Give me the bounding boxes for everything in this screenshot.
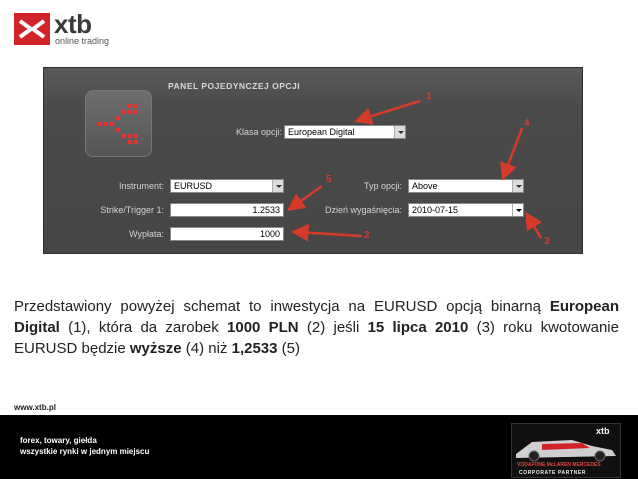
option-type-label: Typ opcji:	[363, 181, 402, 191]
option-class-value: European Digital	[288, 127, 355, 137]
chevron-down-icon[interactable]	[394, 126, 405, 138]
website-link[interactable]: www.xtb.pl	[14, 403, 56, 412]
option-panel-icon	[85, 90, 152, 157]
partner-line-1: VODAFONE McLAREN MERCEDES	[517, 462, 601, 468]
expiry-value: 2010-07-15	[412, 205, 459, 215]
option-panel	[43, 67, 583, 254]
desc-direction: wyższe	[129, 340, 182, 357]
xtb-logo-mark	[14, 13, 50, 45]
expiry-label: Dzień wygaśnięcia:	[324, 205, 402, 215]
footer-tagline	[20, 435, 149, 457]
desc-text: (5)	[277, 340, 300, 357]
option-type-select[interactable]	[408, 179, 524, 193]
arrow-4	[504, 128, 522, 176]
calendar-dropdown-icon[interactable]	[512, 204, 523, 216]
instrument-value: EURUSD	[174, 181, 213, 191]
desc-text: Przedstawiony powyżej schemat to inwestycja na EURUSD opcją binarną	[14, 298, 550, 315]
footer-line-2: wszystkie rynki w jednym miejscu	[20, 447, 150, 456]
chevron-down-icon[interactable]	[512, 180, 523, 192]
desc-text: (1), która da zarobek	[59, 319, 228, 336]
description-text	[14, 296, 619, 359]
payout-input[interactable]: 1000	[170, 227, 284, 241]
annotation-1: 1	[426, 91, 432, 102]
footer-line-1: forex, towary, giełda	[20, 436, 97, 445]
desc-text: (4) niż	[181, 340, 232, 357]
partner-line-2: CORPORATE PARTNER	[519, 470, 586, 476]
xtb-logo	[14, 9, 124, 47]
expiry-date-picker[interactable]	[408, 203, 524, 217]
footer	[0, 415, 638, 479]
annotation-5: 5	[326, 174, 332, 185]
annotation-2: 2	[364, 230, 370, 241]
logo-name: xtb	[54, 9, 92, 39]
desc-option-class: European Digital	[14, 298, 619, 336]
desc-strike: 1,2533	[231, 340, 278, 357]
option-class-select[interactable]	[284, 125, 406, 139]
instrument-select[interactable]	[170, 179, 284, 193]
partner-xtb-logo: xtb	[596, 426, 610, 436]
desc-expiry: 15 lipca 2010	[367, 319, 469, 336]
payout-label: Wypłata:	[129, 229, 164, 239]
annotation-4: 4	[524, 118, 530, 129]
option-type-value: Above	[412, 181, 438, 191]
arrow-3	[528, 216, 541, 238]
desc-payout: 1000 PLN	[227, 319, 299, 336]
arrow-1	[359, 101, 420, 120]
option-class-label: Klasa opcji:	[235, 127, 282, 137]
strike-input[interactable]: 1.2533	[170, 203, 284, 217]
strike-label: Strike/Trigger 1:	[100, 205, 164, 215]
logo-tagline: online trading	[55, 36, 110, 46]
annotation-3: 3	[544, 236, 550, 247]
panel-title: PANEL POJEDYNCZEJ OPCJI	[168, 81, 301, 91]
instrument-label: Instrument:	[118, 181, 164, 191]
desc-text: (3) roku kwotowanie EURUSD będzie	[14, 319, 619, 357]
arrow-2	[296, 232, 362, 236]
desc-text: (2) jeśli	[298, 319, 368, 336]
corporate-partner-badge	[511, 423, 621, 478]
chevron-down-icon[interactable]	[272, 180, 283, 192]
